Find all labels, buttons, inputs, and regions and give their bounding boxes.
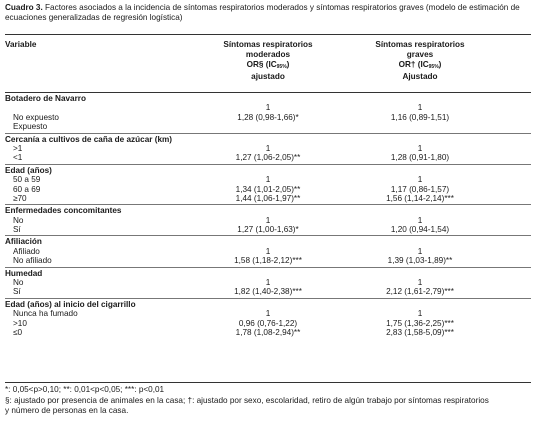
table-footnotes [5, 385, 531, 417]
or-label: OR§ (IC [246, 60, 277, 69]
group-separator [5, 298, 531, 299]
ci-subscript: 95% [276, 64, 287, 70]
row-label: No afiliado [13, 256, 52, 266]
row-label: No [13, 278, 24, 288]
header-severe-line3 [345, 60, 495, 72]
group-title-row [5, 135, 531, 144]
row-label: No expuesto [13, 112, 59, 122]
group-title: Edad (años) [5, 165, 52, 175]
moderate-or-cell: 1,82 (1,40-2,38)*** [234, 287, 302, 297]
table-row [5, 256, 531, 265]
moderate-or-cell: 1 [265, 278, 271, 288]
moderate-or-cell: 1 [265, 309, 271, 319]
row-label: 60 a 69 [13, 184, 41, 194]
group-title: Afiliación [5, 237, 42, 247]
table-row [5, 103, 531, 112]
moderate-or-cell: 0,96 (0,76-1,22) [238, 318, 298, 328]
group-title-row [5, 94, 531, 103]
severe-or-cell: 2,83 (1,58-5,09)*** [386, 327, 454, 337]
moderate-or-cell: 1 [265, 103, 271, 113]
bottom-rule [5, 382, 531, 383]
table-row [5, 287, 531, 296]
table-row [5, 225, 531, 234]
group-title-row [5, 300, 531, 309]
row-label: <1 [13, 153, 23, 163]
row-label: >1 [13, 143, 23, 153]
table-row [5, 194, 531, 203]
header-rule [5, 92, 531, 93]
severe-or-cell: 1,39 (1,03-1,89)** [387, 256, 453, 266]
or-label: OR† (IC [398, 60, 429, 69]
table-body [5, 94, 531, 337]
group-title: Humedad [5, 268, 43, 278]
moderate-or-cell: 1 [265, 246, 271, 256]
row-label: >10 [13, 318, 27, 328]
severe-or-cell: 1 [417, 143, 423, 153]
group-separator [5, 164, 531, 165]
header-moderate [193, 40, 343, 82]
header-variable: Variable [5, 40, 37, 49]
group-title: Botadero de Navarro [5, 94, 86, 103]
severe-or-cell: 1 [417, 103, 423, 113]
severe-or-cell: 1,17 (0,86-1,57) [390, 184, 450, 194]
table-row [5, 175, 531, 184]
or-close: ) [286, 60, 290, 69]
footnote-adjustment: §: ajustado por presencia de animales en la casa; †: ajustado por sexo, escolaridad, retiro de algún trabajo por síntomas respiratorios [5, 395, 489, 405]
table-row [5, 144, 531, 153]
moderate-or-cell: 1 [265, 175, 271, 185]
table-row [5, 216, 531, 225]
caption-text: Factores asociados a la incidencia de síntomas respiratorios moderados y síntomas respiratorios graves (modelo de estimación de ecuaciones generalizadas de regresión logística) [5, 3, 520, 22]
header-severe-line2: graves [406, 50, 434, 59]
table-row [5, 247, 531, 256]
table-row [5, 113, 531, 122]
severe-or-cell: 1,75 (1,36-2,25)*** [386, 318, 454, 328]
row-label: Afiliado [13, 246, 40, 256]
group-separator [5, 267, 531, 268]
top-rule [5, 34, 531, 35]
moderate-or-cell: 1,44 (1,06-1,97)** [235, 193, 301, 203]
group-title-row [5, 166, 531, 175]
or-close: ) [438, 60, 442, 69]
severe-or-cell: 1,28 (0,91-1,80) [390, 153, 450, 163]
header-severe [345, 40, 495, 82]
footnote-adjustment-cont: y número de personas en la casa. [5, 406, 129, 415]
table-row [5, 122, 531, 131]
severe-or-cell: 1 [417, 309, 423, 319]
row-label: No [13, 215, 24, 225]
table-row [5, 185, 531, 194]
severe-or-cell: 1 [417, 215, 423, 225]
ci-subscript: 95% [428, 64, 439, 70]
group-title: Enfermedades concomitantes [5, 206, 122, 216]
severe-or-cell: 1 [417, 246, 423, 256]
group-title: Edad (años) al inicio del cigarrillo [5, 299, 136, 309]
footnote-significance: *: 0,05<p>0,10; **: 0,01<p<0,05; ***: p<0,01 [5, 385, 165, 394]
table-row [5, 153, 531, 162]
row-label: ≤0 [13, 327, 23, 337]
moderate-or-cell: 1 [265, 143, 271, 153]
moderate-or-cell: 1,58 (1,18-2,12)*** [234, 256, 302, 266]
header-severe-line1: Síntomas respiratorios [375, 40, 465, 49]
table-row [5, 328, 531, 337]
group-title: Cercanía a cultivos de caña de azúcar (km) [5, 134, 173, 144]
moderate-or-cell: 1 [265, 215, 271, 225]
severe-or-cell: 1 [417, 175, 423, 185]
row-label: Nunca ha fumado [13, 309, 78, 319]
row-label: 50 a 59 [13, 175, 41, 185]
severe-or-cell: 1 [417, 278, 423, 288]
group-separator [5, 204, 531, 205]
group-title-row [5, 206, 531, 215]
header-moderate-line2: moderados [245, 50, 291, 59]
severe-or-cell: 1,20 (0,94-1,54) [390, 225, 450, 235]
group-title-row [5, 269, 531, 278]
row-label: Sí [13, 225, 21, 235]
group-separator [5, 133, 531, 134]
table-row [5, 278, 531, 287]
table-row [5, 309, 531, 318]
table-row [5, 319, 531, 328]
moderate-or-cell: 1,78 (1,08-2,94)** [235, 327, 301, 337]
severe-or-cell: 1,16 (0,89-1,51) [390, 112, 450, 122]
row-label: Expuesto [13, 122, 48, 132]
moderate-or-cell: 1,34 (1,01-2,05)** [235, 184, 301, 194]
row-label: Sí [13, 287, 21, 297]
severe-or-cell: 2,12 (1,61-2,79)*** [386, 287, 454, 297]
table-caption [5, 3, 531, 23]
caption-label: Cuadro 3. [5, 3, 43, 12]
moderate-or-cell: 1,27 (1,00-1,63)* [237, 225, 299, 235]
table-header [5, 40, 531, 92]
header-moderate-line4: ajustado [251, 72, 285, 81]
header-moderate-line3 [193, 60, 343, 72]
row-label: ≥70 [13, 193, 27, 203]
severe-or-cell: 1,56 (1,14-2,14)*** [386, 193, 454, 203]
moderate-or-cell: 1,27 (1,06-2,05)** [235, 153, 301, 163]
header-moderate-line1: Síntomas respiratorios [223, 40, 313, 49]
group-separator [5, 235, 531, 236]
moderate-or-cell: 1,28 (0,98-1,66)* [237, 112, 299, 122]
group-title-row [5, 237, 531, 246]
header-severe-line4: Ajustado [402, 72, 438, 81]
